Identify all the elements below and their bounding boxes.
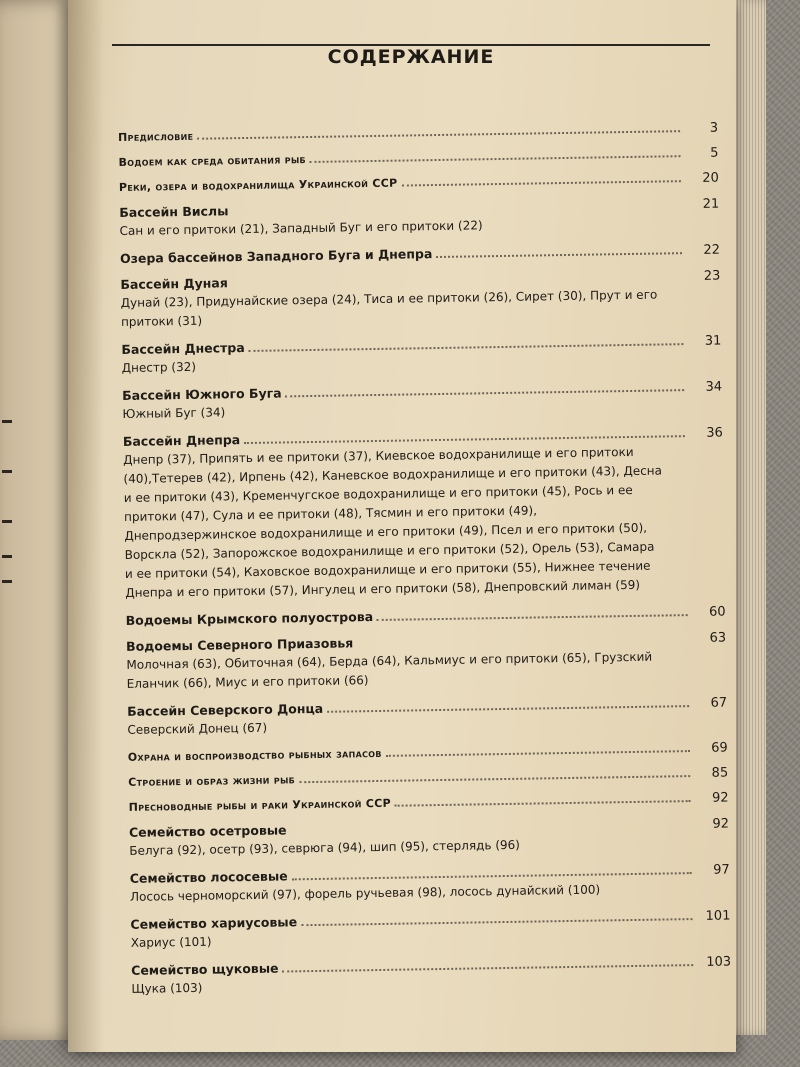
toc-entry-subitems: Сан и его притоки (21), Западный Буг и его притоки (22) [119,218,483,238]
toc-entry-head [129,790,729,814]
toc-entry-title: Озера бассейнов Западного Буга и Днепра [119,246,433,266]
toc-entry-page-number: 92 [711,790,729,806]
leader-dots [401,179,680,186]
leader-dots [310,154,681,163]
toc-entry [118,121,718,145]
toc-entry-page-number: 21 [702,196,720,212]
toc-entry-page-number: 31 [704,333,722,349]
toc-entry-head [126,604,726,629]
toc-entry-page-number: 69 [711,740,728,756]
toc-entry [130,861,730,906]
text-fragment-mark [2,520,12,523]
toc-entry-title: Бассейн Днепра [122,432,241,449]
leader-dots [286,388,685,397]
toc-entry [128,765,728,789]
toc-entry-title: Водоемы Крымского полуострова [125,609,374,628]
toc-entry-subitems: Днестр (32) [121,359,197,375]
toc-entry-subitems: Днепр (37), Припять и ее притоки (37), Киевское водохранилище и его притоки (40),Тетерев (42), Ирпень (42), Каневское водохранилище и его притоки (43), Десна и ее притоки (43), Кременчугское водохранилище и его притоки (45), Рось и ее притоки (47), Сула и ее притоки (48), Тясмин и его притоки (49), Днепродзержинское водохранилище и его притоки (49), Псел и его притоки (50), Ворскла (52), Запорожское водохранилище и его притоки (52), Орель (53), Самара и ее притоки (54), Каховское водохранилище и его притоки (55), Нижнее течение Днепра и его притоки (57), Ингулец и его притоки (58), Днепровский лиман (59) [123,444,663,600]
toc-entry [129,790,729,814]
toc-entry-page-number: 23 [703,268,721,284]
leader-dots [299,774,690,783]
leader-dots [357,641,688,647]
toc-entry-page-number: 101 [705,908,731,924]
toc-entry-title: Бассейн Северского Донца [127,700,324,719]
toc-entry-subitems: Южный Буг (34) [122,405,226,421]
toc-entry-page-number: 67 [710,695,728,711]
leader-dots [197,129,680,140]
toc-entry [129,815,729,860]
toc-entry-title: Семейство лососевые [129,868,288,886]
toc-entry-page-number: 85 [711,765,729,781]
leader-dots [436,251,682,258]
text-fragment-mark [2,555,12,558]
toc-entry-subitems: Молочная (63), Обиточная (64), Берда (64), Кальмиус и его притоки (65), Грузский Еланчик (66), Миус и его притоки (66) [126,649,653,691]
toc-entry-page-number: 63 [709,630,727,646]
toc-entry-page-number: 97 [713,862,730,878]
toc-entry-head [128,740,728,764]
leader-dots [292,871,692,880]
toc-entry [119,171,719,195]
toc-entry-head [118,146,718,170]
toc-entry-title: Строение и образ жизни рыб [128,773,296,789]
toc-entry [122,379,722,424]
text-fragment-mark [2,470,12,473]
toc-entry-title: Бассейн Южного Буга [122,385,282,403]
toc-entry-page-number: 34 [705,379,723,395]
toc-entry [118,146,718,170]
toc-entry-subitems: Дунай (23), Придунайские озера (24), Тиса и ее притоки (26), Сирет (30), Прут и его притоки (31) [120,287,658,329]
toc-entry-subitems: Лосось черноморский (97), форель ручьевая (98), лосось дунайский (100) [129,882,601,904]
toc-entry-title: Реки, озера и водохранилища Украинской ССР [118,176,398,194]
toc-entry-title: Бассейн Днестра [121,340,245,357]
toc-entry [119,196,719,241]
toc-entry-head [120,242,720,267]
toc-entry [127,695,727,740]
toc-entry-subitems: Белуга (92), осетр (93), севрюга (94), шип (95), стерлядь (96) [129,837,521,858]
toc-entry-head [118,121,718,145]
toc-entry [121,333,721,378]
leader-dots [327,704,689,713]
toc-entry [131,953,731,998]
toc-entry-title: Бассейн Вислы [119,203,229,220]
toc-entry-subitems: Щука (103) [131,980,203,996]
leader-dots [301,917,692,926]
text-fragment-mark [2,420,12,423]
toc-entry-page-number: 5 [710,145,719,161]
toc-entry [120,268,721,332]
toc-entry-title: Бассейн Дуная [120,275,228,292]
leader-dots [377,613,688,621]
toc-entry-title: Предисловие [118,129,194,144]
toc-entry-page-number: 103 [706,954,732,970]
toc-entry-subitems: Северский Донец (67) [127,720,268,737]
leader-dots [386,749,690,757]
toc-entry [123,425,726,603]
page-title: СОДЕРЖАНИЕ [327,46,495,68]
toc-entry-page-number: 36 [706,425,723,441]
toc-entry-title: Водоемы Северного Приазовья [125,635,354,654]
book-page [68,0,736,1052]
toc-entry-title: Семейство осетровые [128,822,287,840]
toc-entry-subitems: Хариус (101) [130,934,212,950]
toc-entry [128,740,728,764]
toc-entry-title: Охрана и воспроизводство рыбных запасов [127,746,382,764]
toc-entry-page-number: 20 [702,170,719,186]
toc-entry [130,907,730,952]
toc-entry [126,630,727,694]
gutter-shadow [68,0,104,1052]
text-fragment-mark [2,580,12,583]
toc-entry-page-number: 92 [712,816,730,832]
toc-entry-page-number: 3 [709,120,719,136]
toc-entry-title: Семейство щуковые [131,960,279,978]
table-of-contents [118,121,732,1009]
toc-entry [126,604,726,629]
toc-entry-title: Водоем как среда обитания рыб [118,153,306,169]
toc-entry-title: Пресноводные рыбы и раки Украинской ССР [128,796,392,814]
toc-entry-title: Семейство хариусовые [130,914,298,932]
toc-entry-page-number: 60 [708,604,726,620]
toc-entry-page-number: 22 [703,242,721,258]
toc-entry-head [128,765,728,789]
leader-dots [395,799,691,807]
toc-entry-head [119,171,719,195]
toc-entry [120,242,720,267]
